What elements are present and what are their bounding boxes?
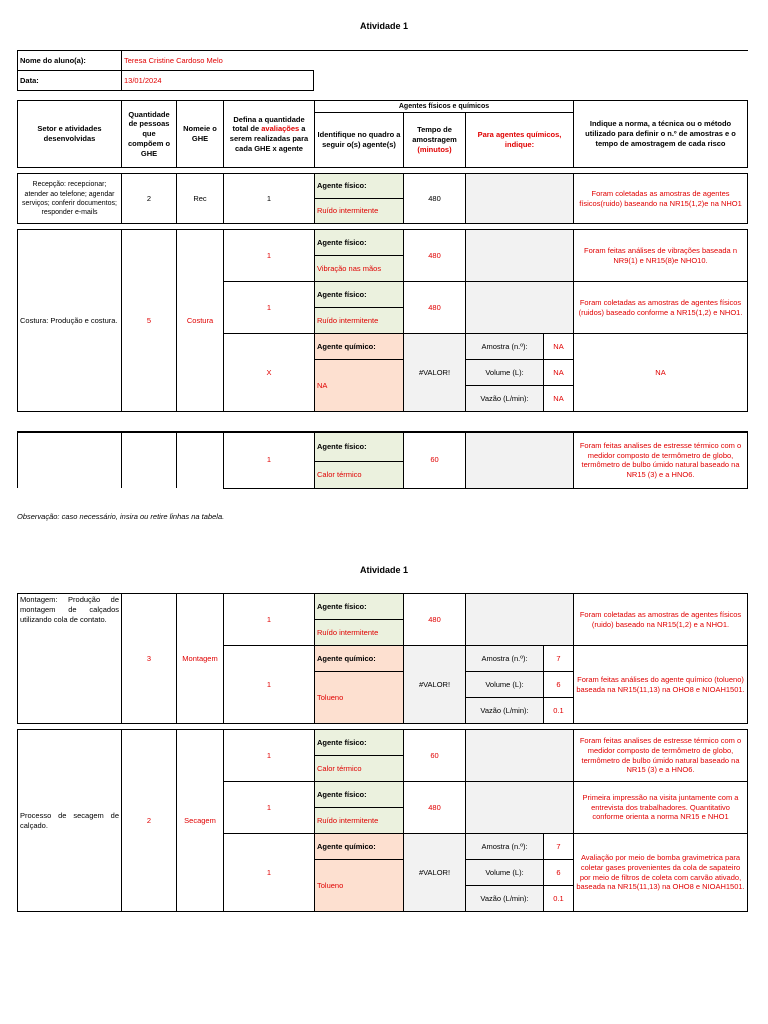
norma-costura-2[interactable]: Foram coletadas as amostras de agentes físicos (ruidos) baseado conforme a NR15(1,2) e NHO1.: [574, 282, 748, 334]
aval-montagem-1[interactable]: 1: [224, 594, 315, 646]
header-agentes: Agentes físicos e químicos: [315, 101, 574, 113]
observation-note: Observação: caso necessário, insira ou retire linhas na tabela.: [17, 512, 225, 521]
agent-label: Agente físico:: [315, 432, 404, 461]
header-quimicos: Para agentes químicos, indique:: [466, 113, 574, 168]
agent-value[interactable]: Tolueno: [315, 860, 404, 912]
agent-label: Agente químico:: [315, 334, 404, 360]
aval-costura-1[interactable]: 1: [224, 230, 315, 282]
student-label: Nome do aluno(a):: [18, 51, 122, 71]
agent-label: Agente físico:: [315, 230, 404, 256]
aval-costura-2[interactable]: 1: [224, 282, 315, 334]
chem-value[interactable]: 0.1: [544, 886, 574, 912]
setor-recepcao: Recepção: recepcionar; atender ao telefone; agendar serviços; conferir documentos; responder e-mails: [18, 174, 122, 224]
norma-extra[interactable]: Foram feitas analises de estresse térmico com o medidor composto de termômetro de globo, termômetro de bulbo úmido natural baseado na NR15 (3) e a HNO6.: [574, 432, 748, 488]
aval-secagem-3[interactable]: 1: [224, 834, 315, 912]
tempo-secagem-3: #VALOR!: [404, 834, 466, 912]
agent-value[interactable]: Ruído intermitente: [315, 808, 404, 834]
chem-value[interactable]: 0.1: [544, 698, 574, 724]
aval-secagem-1[interactable]: 1: [224, 730, 315, 782]
norma-recepcao[interactable]: Foram coletadas as amostras de agentes físicos(ruido) baseando na NR15(1,2)e na NHO1: [574, 174, 748, 224]
norma-montagem-2[interactable]: Foram feitas análises do agente químico (tolueno) baseada na NR15(11,13) na OHO8 e NIOAH1501.: [574, 646, 748, 724]
aval-montagem-2[interactable]: 1: [224, 646, 315, 724]
chem-value[interactable]: 7: [544, 646, 574, 672]
agent-value[interactable]: NA: [315, 360, 404, 412]
aval-recepcao[interactable]: 1: [224, 174, 315, 224]
tempo-recepcao[interactable]: 480: [404, 174, 466, 224]
agent-value[interactable]: Ruído intermitente: [315, 308, 404, 334]
risk-table-page2: [17, 593, 748, 912]
norma-secagem-3[interactable]: Avaliação por meio de bomba gravimetrica para coletar gases provenientes da cola de sapateiro por meio de filtros de coleta com carvão ativado, baseada na NR15(11,13) na OHO8 e NIOAH1501.: [574, 834, 748, 912]
ghe-recepcao[interactable]: Rec: [177, 174, 224, 224]
agent-label: Agente físico:: [315, 730, 404, 756]
agent-value[interactable]: Ruído intermitente: [315, 620, 404, 646]
chem-label: Amostra (n.º):: [466, 334, 544, 360]
chem-value[interactable]: 7: [544, 834, 574, 860]
norma-secagem-1[interactable]: Foram feitas analises de estresse térmico com o medidor composto de termômetro de globo, termômetro de bulbo úmido natural baseado na NR15 (3) e a HNO6.: [574, 730, 748, 782]
date-field[interactable]: 13/01/2024: [122, 71, 314, 91]
tempo-costura-2[interactable]: 480: [404, 282, 466, 334]
agent-label: Agente físico:: [315, 782, 404, 808]
chem-label: Vazão (L/min):: [466, 386, 544, 412]
norma-costura-3[interactable]: NA: [574, 334, 748, 412]
header-setor: Setor e atividades desenvolvidas: [18, 101, 122, 168]
agent-value[interactable]: Tolueno: [315, 672, 404, 724]
header-quantidade: Quantidade de pessoas que compõem o GHE: [122, 101, 177, 168]
header-defina: Defina a quantidade total de avaliações a serem realizadas para cada GHE x agente: [224, 101, 315, 168]
qtd-costura[interactable]: 5: [122, 230, 177, 412]
student-info-table: [17, 50, 748, 91]
risk-table-page1-extra: [17, 431, 748, 489]
tempo-montagem-2: #VALOR!: [404, 646, 466, 724]
tempo-costura-1[interactable]: 480: [404, 230, 466, 282]
setor-costura: Costura: Produção e costura.: [18, 230, 122, 412]
agent-label: Agente químico:: [315, 834, 404, 860]
tempo-costura-3: #VALOR!: [404, 334, 466, 412]
tempo-extra[interactable]: 60: [404, 432, 466, 488]
chem-label: Amostra (n.º):: [466, 834, 544, 860]
norma-montagem-1[interactable]: Foram coletadas as amostras de agentes físicos (ruido) baseado na NR15(1,2) e a NHO1.: [574, 594, 748, 646]
norma-secagem-2[interactable]: Primeira impressão na visita juntamente com a entrevista dos trabalhadores. Quantitativo conforme orienta a norma NR15 e NHO1: [574, 782, 748, 834]
risk-table-page1: [17, 100, 748, 412]
ghe-costura[interactable]: Costura: [177, 230, 224, 412]
chem-label: Volume (L):: [466, 860, 544, 886]
norma-costura-1[interactable]: Foram feitas análises de vibrações baseada n NR9(1) e NR15(8)e NHO10.: [574, 230, 748, 282]
chem-label: Amostra (n.º):: [466, 646, 544, 672]
chem-value[interactable]: NA: [544, 334, 574, 360]
aval-secagem-2[interactable]: 1: [224, 782, 315, 834]
date-label: Data:: [18, 71, 122, 91]
aval-extra[interactable]: 1: [224, 432, 315, 488]
agent-value[interactable]: Ruído intermitente: [315, 199, 404, 224]
header-indique: Indique a norma, a técnica ou o método utilizado para definir o n.º de amostras e o tempo de amostragem de cada risco: [574, 101, 748, 168]
chem-value[interactable]: 6: [544, 672, 574, 698]
tempo-montagem-1[interactable]: 480: [404, 594, 466, 646]
agent-label: Agente físico:: [315, 174, 404, 199]
agent-label: Agente físico:: [315, 282, 404, 308]
chem-label: Volume (L):: [466, 360, 544, 386]
tempo-secagem-2[interactable]: 480: [404, 782, 466, 834]
agent-value[interactable]: Calor térmico: [315, 756, 404, 782]
setor-secagem: Processo de secagem de calçado.: [18, 730, 122, 912]
chem-value[interactable]: NA: [544, 386, 574, 412]
qtd-secagem[interactable]: 2: [122, 730, 177, 912]
chem-value[interactable]: NA: [544, 360, 574, 386]
header-nomeie: Nomeie o GHE: [177, 101, 224, 168]
agent-value[interactable]: Vibração nas mãos: [315, 256, 404, 282]
setor-montagem: Montagem: Produção de montagem de calçados utilizando cola de contato.: [18, 594, 122, 724]
agent-label: Agente físico:: [315, 594, 404, 620]
student-name-field[interactable]: Teresa Cristine Cardoso Melo: [122, 51, 314, 71]
header-identifique: Identifique no quadro a seguir o(s) agente(s): [315, 113, 404, 168]
qtd-montagem[interactable]: 3: [122, 594, 177, 724]
header-tempo: Tempo de amostragem (minutos): [404, 113, 466, 168]
aval-costura-3[interactable]: X: [224, 334, 315, 412]
tempo-secagem-1[interactable]: 60: [404, 730, 466, 782]
chem-label: Vazão (L/min):: [466, 698, 544, 724]
chem-value[interactable]: 6: [544, 860, 574, 886]
ghe-montagem[interactable]: Montagem: [177, 594, 224, 724]
page-title: Atividade 1: [359, 565, 408, 575]
qtd-recepcao[interactable]: 2: [122, 174, 177, 224]
agent-label: Agente químico:: [315, 646, 404, 672]
agent-value[interactable]: Calor térmico: [315, 461, 404, 488]
page-title: Atividade 1: [359, 21, 408, 31]
chem-label: Vazão (L/min):: [466, 886, 544, 912]
ghe-secagem[interactable]: Secagem: [177, 730, 224, 912]
chem-label: Volume (L):: [466, 672, 544, 698]
